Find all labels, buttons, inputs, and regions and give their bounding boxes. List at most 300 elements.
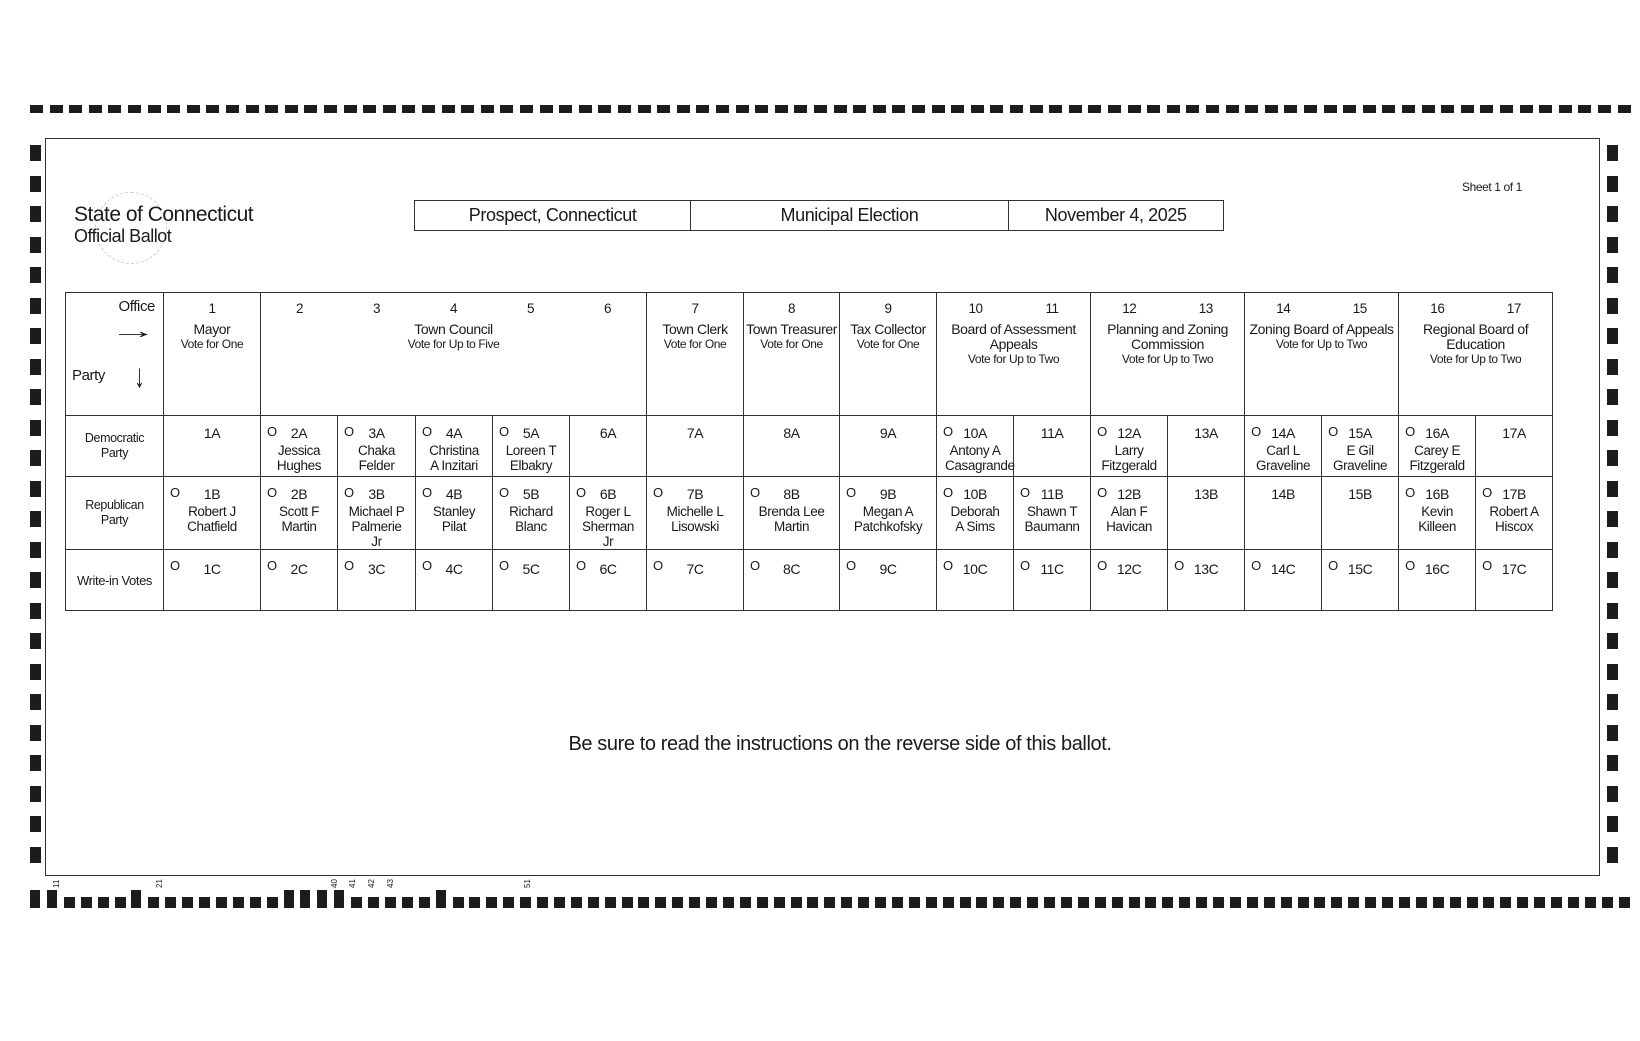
timing-mark-bottom: [791, 897, 802, 908]
vote-cell[interactable]: [261, 550, 338, 611]
timing-mark-bottom: [1500, 897, 1511, 908]
candidate-position: 5A: [522, 425, 540, 441]
timing-mark-top: [853, 105, 866, 113]
vote-oval[interactable]: O: [1405, 558, 1415, 573]
timing-mark-top: [1010, 105, 1023, 113]
timing-mark-top: [187, 105, 200, 113]
party-row: [66, 550, 1553, 611]
blank-cell: [744, 416, 840, 477]
candidate-name: Deborah A Sims: [950, 504, 1000, 534]
timing-mark-right: [1607, 664, 1618, 680]
timing-mark-top: [1520, 105, 1533, 113]
timing-mark-left: [30, 298, 41, 314]
timing-mark-top: [1402, 105, 1415, 113]
timing-mark-right: [1607, 206, 1618, 222]
vote-oval[interactable]: O: [653, 485, 663, 500]
timing-mark-top: [1382, 105, 1395, 113]
party-label: Party: [72, 367, 106, 384]
candidate-position: 6A: [599, 425, 617, 441]
candidate-position: 12A: [1117, 425, 1141, 441]
vote-oval[interactable]: O: [1251, 424, 1261, 439]
office-numbers: [937, 301, 1090, 316]
timing-mark-right: [1607, 816, 1618, 832]
timing-mark-bottom: [486, 897, 497, 908]
vote-cell[interactable]: [1091, 477, 1168, 550]
party-row: [66, 416, 1553, 477]
timing-mark-top: [226, 105, 239, 113]
candidate-position: 9A: [879, 425, 897, 441]
blank-cell: [570, 416, 647, 477]
timing-mark-right: [1607, 359, 1618, 375]
vote-oval[interactable]: O: [499, 558, 509, 573]
vote-oval[interactable]: O: [653, 558, 663, 573]
timing-mark-bottom: [1365, 897, 1376, 908]
timing-mark-bottom: [1551, 897, 1562, 908]
timing-mark-right: [1607, 298, 1618, 314]
office-number: 7: [691, 301, 699, 316]
timing-mark-top: [1265, 105, 1278, 113]
vote-oval[interactable]: O: [1405, 424, 1415, 439]
office-name: Town Council: [414, 321, 493, 337]
timing-mark-top: [402, 105, 415, 113]
vote-cell[interactable]: [416, 416, 493, 477]
vote-oval[interactable]: O: [267, 424, 277, 439]
candidate-name: Brenda Lee Martin: [758, 504, 825, 534]
blank-cell: [164, 416, 261, 477]
candidate-position: 2A: [290, 425, 308, 441]
vote-cell[interactable]: [1014, 550, 1091, 611]
blank-cell: [647, 416, 744, 477]
vote-cell[interactable]: [1322, 550, 1399, 611]
vote-oval[interactable]: O: [1020, 558, 1030, 573]
timing-mark-bottom: [1298, 897, 1309, 908]
timing-mark-top: [1480, 105, 1493, 113]
blank-cell: [1014, 416, 1091, 477]
candidate-position: 1A: [203, 425, 221, 441]
timing-mark-top: [696, 105, 709, 113]
vote-oval[interactable]: O: [422, 424, 432, 439]
timing-mark-right: [1607, 603, 1618, 619]
timing-mark-left: [30, 328, 41, 344]
timing-mark-bottom: [1348, 897, 1359, 908]
timing-mark-right: [1607, 481, 1618, 497]
timing-mark-bottom-tall: [284, 890, 294, 908]
vote-cell[interactable]: [647, 550, 744, 611]
timing-mark-top: [814, 105, 827, 113]
timing-mark-bottom: [1010, 897, 1021, 908]
vote-oval[interactable]: O: [1174, 558, 1184, 573]
vote-instruction: Vote for Up to Five: [407, 337, 500, 351]
office-header: [840, 293, 937, 416]
timing-mark-bottom: [368, 897, 379, 908]
vote-oval[interactable]: O: [750, 485, 760, 500]
timing-mark-top: [442, 105, 455, 113]
timing-mark-top: [1049, 105, 1062, 113]
timing-mark-left: [30, 145, 41, 161]
office-header-row: [66, 293, 1553, 416]
timing-mark-top: [206, 105, 219, 113]
candidate-position: 5C: [522, 561, 540, 577]
timing-mark-top: [618, 105, 631, 113]
candidate-position: 4A: [445, 425, 463, 441]
candidate-name: Robert A Hiscox: [1489, 504, 1539, 534]
blank-cell: [1322, 477, 1399, 550]
vote-oval[interactable]: O: [1251, 558, 1261, 573]
office-number: 3: [372, 301, 381, 316]
vote-cell[interactable]: [493, 416, 570, 477]
candidate-position: 2C: [290, 561, 308, 577]
vote-cell[interactable]: [261, 416, 338, 477]
timing-mark-top: [1069, 105, 1082, 113]
vote-cell[interactable]: [1399, 416, 1476, 477]
timing-mark-bottom: [1314, 897, 1325, 908]
timing-mark-top: [1206, 105, 1219, 113]
vote-instruction: Vote for Up to Two: [967, 352, 1060, 366]
candidate-position: 11C: [1040, 561, 1064, 577]
timing-mark-bottom: [81, 897, 92, 908]
vote-oval[interactable]: O: [750, 558, 760, 573]
timing-mark-bottom: [216, 897, 227, 908]
vote-oval[interactable]: O: [1020, 485, 1030, 500]
office-numbers: [1091, 301, 1244, 316]
vote-oval[interactable]: O: [267, 485, 277, 500]
office-header: [744, 293, 840, 416]
vote-oval[interactable]: O: [422, 558, 432, 573]
timing-mark-bottom: [774, 897, 785, 908]
office-name: Planning and Zoning Commission: [1107, 321, 1228, 352]
timing-mark-bottom-tall: [317, 890, 327, 908]
vote-instruction: Vote for One: [760, 337, 823, 351]
timing-mark-top: [344, 105, 357, 113]
vote-oval[interactable]: O: [576, 485, 586, 500]
candidate-position: 9B: [879, 486, 897, 502]
timing-mark-bottom: [148, 897, 159, 908]
timing-mark-right: [1607, 145, 1618, 161]
election-name: Municipal Election: [691, 201, 1008, 230]
vote-oval[interactable]: O: [1097, 558, 1107, 573]
timing-mark-bottom: [233, 897, 244, 908]
vote-oval[interactable]: O: [344, 558, 354, 573]
timing-mark-bottom-tall: [300, 890, 310, 908]
vote-oval[interactable]: O: [576, 558, 586, 573]
timing-mark-top: [1088, 105, 1101, 113]
office-number: 16: [1430, 301, 1445, 316]
vote-oval[interactable]: O: [943, 558, 953, 573]
vote-cell[interactable]: [570, 550, 647, 611]
candidate-position: 6C: [599, 561, 617, 577]
timing-mark-top: [1167, 105, 1180, 113]
timing-mark-top: [461, 105, 474, 113]
office-number: 13: [1198, 301, 1213, 316]
vote-cell[interactable]: [1014, 477, 1091, 550]
office-numbers: [261, 301, 646, 316]
timing-mark-bottom-tall: [436, 890, 446, 908]
vote-cell[interactable]: [744, 550, 840, 611]
vote-cell[interactable]: [647, 477, 744, 550]
vote-instruction: Vote for One: [180, 337, 244, 351]
vote-cell[interactable]: [1322, 416, 1399, 477]
timing-mark-top: [559, 105, 572, 113]
office-name: Board of Assessment Appeals: [951, 321, 1076, 352]
vote-cell[interactable]: [937, 416, 1014, 477]
candidate-name: Scott F Martin: [279, 504, 319, 534]
timing-mark-top: [285, 105, 298, 113]
vote-instruction: Vote for Up to Two: [1121, 352, 1214, 366]
office-name: Town Clerk: [662, 321, 728, 337]
vote-oval[interactable]: O: [267, 558, 277, 573]
timing-mark-bottom-tall: [131, 890, 141, 908]
vote-cell[interactable]: [416, 550, 493, 611]
timing-mark-bottom: [1078, 897, 1089, 908]
vote-oval[interactable]: O: [499, 485, 509, 500]
timing-mark-bottom: [1433, 897, 1444, 908]
arrow-right-icon: →: [109, 318, 157, 343]
election-date: November 4, 2025: [1044, 205, 1187, 225]
candidate-position: 17B: [1502, 486, 1526, 502]
timing-mark-top: [579, 105, 592, 113]
timing-label: 21: [155, 879, 164, 888]
timing-mark-bottom: [706, 897, 717, 908]
office-number: 9: [884, 301, 892, 316]
arrow-down-icon: ↓: [134, 356, 145, 395]
timing-mark-bottom: [554, 897, 565, 908]
vote-cell[interactable]: [261, 477, 338, 550]
candidate-name: Jessica Hughes: [276, 443, 322, 473]
candidate-position: 14C: [1270, 561, 1296, 577]
vote-oval[interactable]: O: [422, 485, 432, 500]
vote-cell[interactable]: [570, 477, 647, 550]
timing-mark-top: [677, 105, 690, 113]
candidate-position: 8C: [782, 561, 801, 577]
timing-mark-bottom: [1399, 897, 1410, 908]
vote-cell[interactable]: [840, 477, 937, 550]
timing-mark-bottom: [537, 897, 548, 908]
vote-cell[interactable]: [1091, 550, 1168, 611]
candidate-position: 5B: [522, 486, 540, 502]
timing-mark-left: [30, 694, 41, 710]
vote-oval[interactable]: O: [846, 558, 856, 573]
candidate-position: 1C: [203, 561, 221, 577]
party-name: Write-in Votes: [66, 550, 164, 611]
candidate-name: Shawn T Baumann: [1024, 504, 1080, 534]
timing-mark-top: [1559, 105, 1572, 113]
office-numbers: [1399, 301, 1552, 316]
timing-label: 42: [367, 879, 376, 888]
timing-mark-bottom: [1585, 897, 1596, 908]
vote-cell[interactable]: [416, 477, 493, 550]
vote-oval[interactable]: O: [1328, 558, 1338, 573]
candidate-position: 17A: [1502, 425, 1526, 441]
candidate-position: 10C: [962, 561, 988, 577]
office-numbers: [744, 301, 839, 316]
vote-cell[interactable]: [840, 550, 937, 611]
timing-mark-bottom-tall: [30, 890, 40, 908]
candidate-position: 8A: [783, 425, 800, 441]
vote-oval[interactable]: O: [1097, 424, 1107, 439]
vote-cell[interactable]: [1399, 550, 1476, 611]
timing-mark-right: [1607, 450, 1618, 466]
timing-mark-bottom-tall: [334, 890, 344, 908]
timing-mark-top: [1147, 105, 1160, 113]
vote-cell[interactable]: [338, 550, 416, 611]
vote-cell[interactable]: [937, 550, 1014, 611]
timing-mark-bottom: [588, 897, 599, 908]
timing-mark-bottom: [385, 897, 396, 908]
candidate-name: Megan A Patchkofsky: [853, 504, 923, 534]
office-number: 15: [1352, 301, 1367, 316]
office-name: Town Treasurer: [746, 321, 837, 337]
timing-mark-bottom: [976, 897, 987, 908]
vote-oval[interactable]: O: [170, 558, 180, 573]
timing-mark-bottom: [267, 897, 278, 908]
party-name: Republican Party: [66, 477, 164, 550]
candidate-name: Michael P Palmerie Jr: [348, 504, 405, 549]
timing-mark-bottom: [723, 897, 734, 908]
vote-cell[interactable]: [1245, 550, 1322, 611]
candidate-position: 7B: [686, 486, 704, 502]
office-number: 17: [1506, 301, 1521, 316]
timing-mark-bottom: [622, 897, 633, 908]
timing-label: 41: [348, 879, 357, 888]
timing-mark-bottom: [740, 897, 751, 908]
vote-oval[interactable]: O: [943, 424, 953, 439]
vote-cell[interactable]: [493, 477, 570, 550]
candidate-position: 12B: [1117, 486, 1141, 502]
candidate-name: Antony A Casagrande: [945, 443, 1015, 473]
timing-mark-left: [30, 359, 41, 375]
blank-cell: [1168, 416, 1245, 477]
timing-mark-bottom: [1179, 897, 1190, 908]
timing-mark-right: [1607, 389, 1618, 405]
vote-oval[interactable]: O: [344, 485, 354, 500]
timing-mark-bottom-tall: [47, 890, 57, 908]
timing-mark-bottom: [503, 897, 514, 908]
state-title: State of Connecticut: [74, 203, 254, 226]
office-header: [164, 293, 261, 416]
timing-mark-right: [1607, 847, 1618, 863]
timing-mark-bottom: [1483, 897, 1494, 908]
vote-cell[interactable]: [164, 550, 261, 611]
candidate-name: Chaka Felder: [357, 443, 396, 473]
timing-mark-bottom: [638, 897, 649, 908]
timing-mark-top: [520, 105, 533, 113]
office-number: 2: [295, 301, 304, 316]
timing-mark-bottom: [115, 897, 126, 908]
vote-cell[interactable]: [1168, 550, 1245, 611]
timing-mark-top: [1618, 105, 1631, 113]
vote-oval[interactable]: O: [1482, 485, 1492, 500]
timing-mark-top: [1186, 105, 1199, 113]
vote-oval[interactable]: O: [943, 485, 953, 500]
timing-mark-right: [1607, 755, 1618, 771]
timing-mark-right: [1607, 328, 1618, 344]
timing-mark-top: [971, 105, 984, 113]
office-header: [1399, 293, 1553, 416]
timing-mark-top: [638, 105, 651, 113]
vote-oval[interactable]: O: [170, 485, 180, 500]
vote-cell[interactable]: [1091, 416, 1168, 477]
timing-mark-right: [1607, 633, 1618, 649]
timing-mark-right: [1607, 420, 1618, 436]
timing-mark-top: [30, 105, 43, 113]
timing-mark-bottom: [1247, 897, 1258, 908]
vote-cell[interactable]: [744, 477, 840, 550]
timing-mark-top: [1578, 105, 1591, 113]
vote-oval[interactable]: O: [1405, 485, 1415, 500]
office-numbers: [840, 301, 936, 316]
timing-mark-left: [30, 847, 41, 863]
timing-mark-bottom: [1230, 897, 1241, 908]
office-name: Regional Board of Education: [1422, 321, 1529, 352]
candidate-position: 10B: [963, 486, 987, 502]
candidate-position: 14B: [1271, 486, 1295, 502]
timing-mark-left: [30, 542, 41, 558]
vote-cell[interactable]: [338, 416, 416, 477]
timing-mark-top: [892, 105, 905, 113]
candidate-position: 3A: [368, 425, 385, 441]
office-name: Mayor: [193, 321, 231, 337]
ballot-title: Official Ballot: [74, 226, 172, 246]
timing-mark-bottom: [351, 897, 362, 908]
timing-mark-top: [108, 105, 121, 113]
vote-instruction: Vote for Up to Two: [1275, 337, 1368, 351]
timing-mark-bottom: [605, 897, 616, 908]
instructions-note: Be sure to read the instructions on the reverse side of this ballot.: [568, 733, 1112, 755]
candidate-position: 13A: [1194, 425, 1218, 441]
timing-mark-top: [1284, 105, 1297, 113]
timing-mark-bottom: [1264, 897, 1275, 908]
vote-oval[interactable]: O: [1328, 424, 1338, 439]
candidate-position: 17C: [1501, 561, 1527, 577]
timing-mark-top: [794, 105, 807, 113]
vote-instruction: Vote for Up to Two: [1429, 352, 1522, 366]
vote-cell[interactable]: [1476, 477, 1553, 550]
vote-oval[interactable]: O: [499, 424, 509, 439]
timing-mark-top: [1245, 105, 1258, 113]
corner-cell: [66, 293, 164, 416]
vote-oval[interactable]: O: [846, 485, 856, 500]
candidate-position: 3C: [367, 561, 386, 577]
vote-cell[interactable]: [164, 477, 261, 550]
candidate-position: 13B: [1194, 486, 1218, 502]
vote-cell[interactable]: [1245, 416, 1322, 477]
timing-mark-bottom: [1027, 897, 1038, 908]
vote-oval[interactable]: O: [344, 424, 354, 439]
timing-mark-bottom: [98, 897, 109, 908]
vote-oval[interactable]: O: [1482, 558, 1492, 573]
timing-mark-bottom: [1145, 897, 1156, 908]
timing-mark-bottom: [1044, 897, 1055, 908]
office-number: 10: [968, 301, 983, 316]
timing-mark-bottom: [182, 897, 193, 908]
vote-cell[interactable]: [1476, 550, 1553, 611]
town-name: Prospect, Connecticut: [415, 201, 691, 230]
timing-mark-left: [30, 481, 41, 497]
vote-cell[interactable]: [1399, 477, 1476, 550]
vote-cell[interactable]: [937, 477, 1014, 550]
timing-mark-top: [69, 105, 82, 113]
timing-mark-left: [30, 420, 41, 436]
timing-mark-bottom: [1281, 897, 1292, 908]
vote-cell[interactable]: [338, 477, 416, 550]
timing-mark-left: [30, 664, 41, 680]
timing-mark-right: [1607, 542, 1618, 558]
vote-oval[interactable]: O: [1097, 485, 1107, 500]
timing-mark-bottom: [571, 897, 582, 908]
vote-cell[interactable]: [493, 550, 570, 611]
office-numbers: [164, 301, 260, 316]
timing-mark-right: [1607, 237, 1618, 253]
